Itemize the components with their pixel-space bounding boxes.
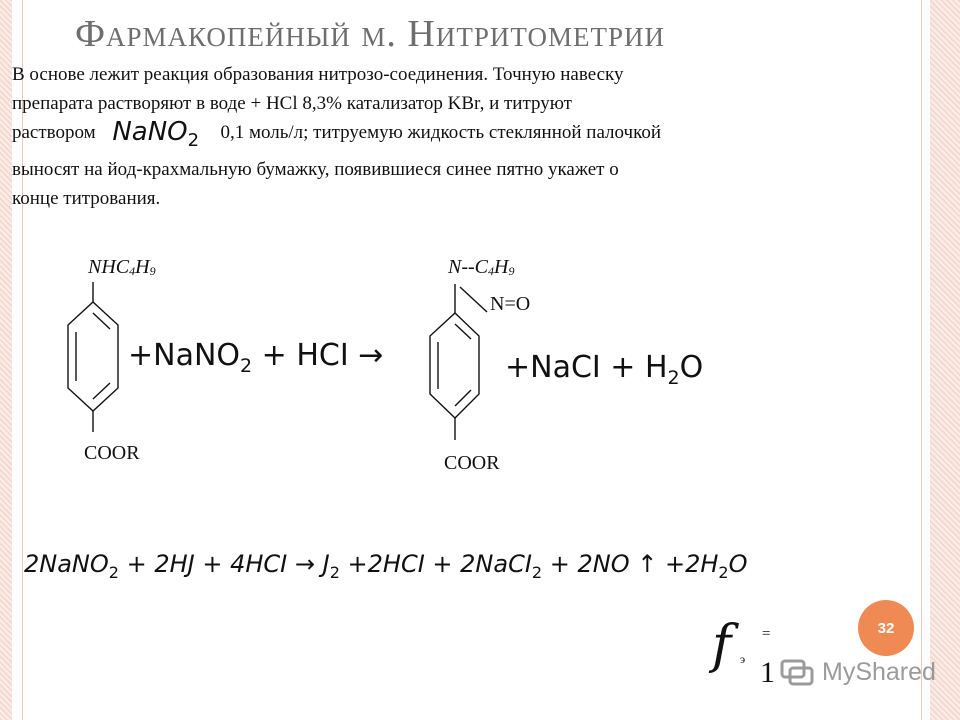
- body-line-5: конце титрования.: [12, 188, 161, 210]
- myshared-logo-icon: [780, 659, 814, 687]
- inline-formula-nano2: NaNO$_2$: [112, 117, 200, 152]
- decorative-border-left: [0, 0, 12, 720]
- equivalence-factor-value: 1: [760, 656, 775, 689]
- left-amine-group: $NHC_4H_9$: [88, 256, 156, 278]
- benzene-ring-left: [68, 282, 118, 432]
- left-ester-group: COOR: [84, 442, 140, 464]
- decorative-rule-right: [921, 0, 922, 720]
- benzene-ring-right: [430, 284, 487, 440]
- reaction2-equation: 2NaNO$_2$ + $2HJ + 4HCI \to J_2 +2HCI$ + 2NaCI$_2$ + 2NO ↑ $+2H_2O$: [24, 550, 748, 582]
- page-number-badge: 32: [858, 600, 914, 656]
- nitroso-group: N=O: [490, 293, 531, 315]
- body-line-3: [12, 118, 907, 155]
- body-paragraph: [12, 60, 907, 213]
- body-line-4: выносят на йод-крахмальную бумажку, появившиеся синее пятно укажет о: [12, 159, 619, 181]
- body-line-2: препарата растворяют в воде + HCl 8,3% катализатор KBr, и титруют: [12, 93, 572, 114]
- right-ester-group: COOR: [444, 452, 500, 474]
- reaction1-products: +NaCI + $H_2O$: [505, 350, 704, 389]
- watermark-text: MyShared: [822, 658, 936, 686]
- reaction1-reagents: +NaNO$_2$ + HCI →: [128, 338, 384, 377]
- slide-title: Фармакопейный м. Нитритометрии: [75, 13, 666, 55]
- body-line-1: В основе лежит реакция образования нитрозо-соединения. Точную навеску: [12, 64, 624, 85]
- body-line-3-start: раствором: [12, 122, 96, 143]
- right-amine-group: $N--C_4H_9$: [448, 256, 515, 278]
- equivalence-factor-subscript: э: [740, 652, 746, 666]
- equivalence-factor-equals: =: [762, 626, 771, 642]
- equivalence-factor-symbol: f: [712, 615, 732, 675]
- decorative-border-right: [930, 0, 960, 720]
- body-line-3-end: 0,1 моль/л; титруемую жидкость стеклянной палочкой: [215, 122, 662, 143]
- watermark: [780, 658, 936, 687]
